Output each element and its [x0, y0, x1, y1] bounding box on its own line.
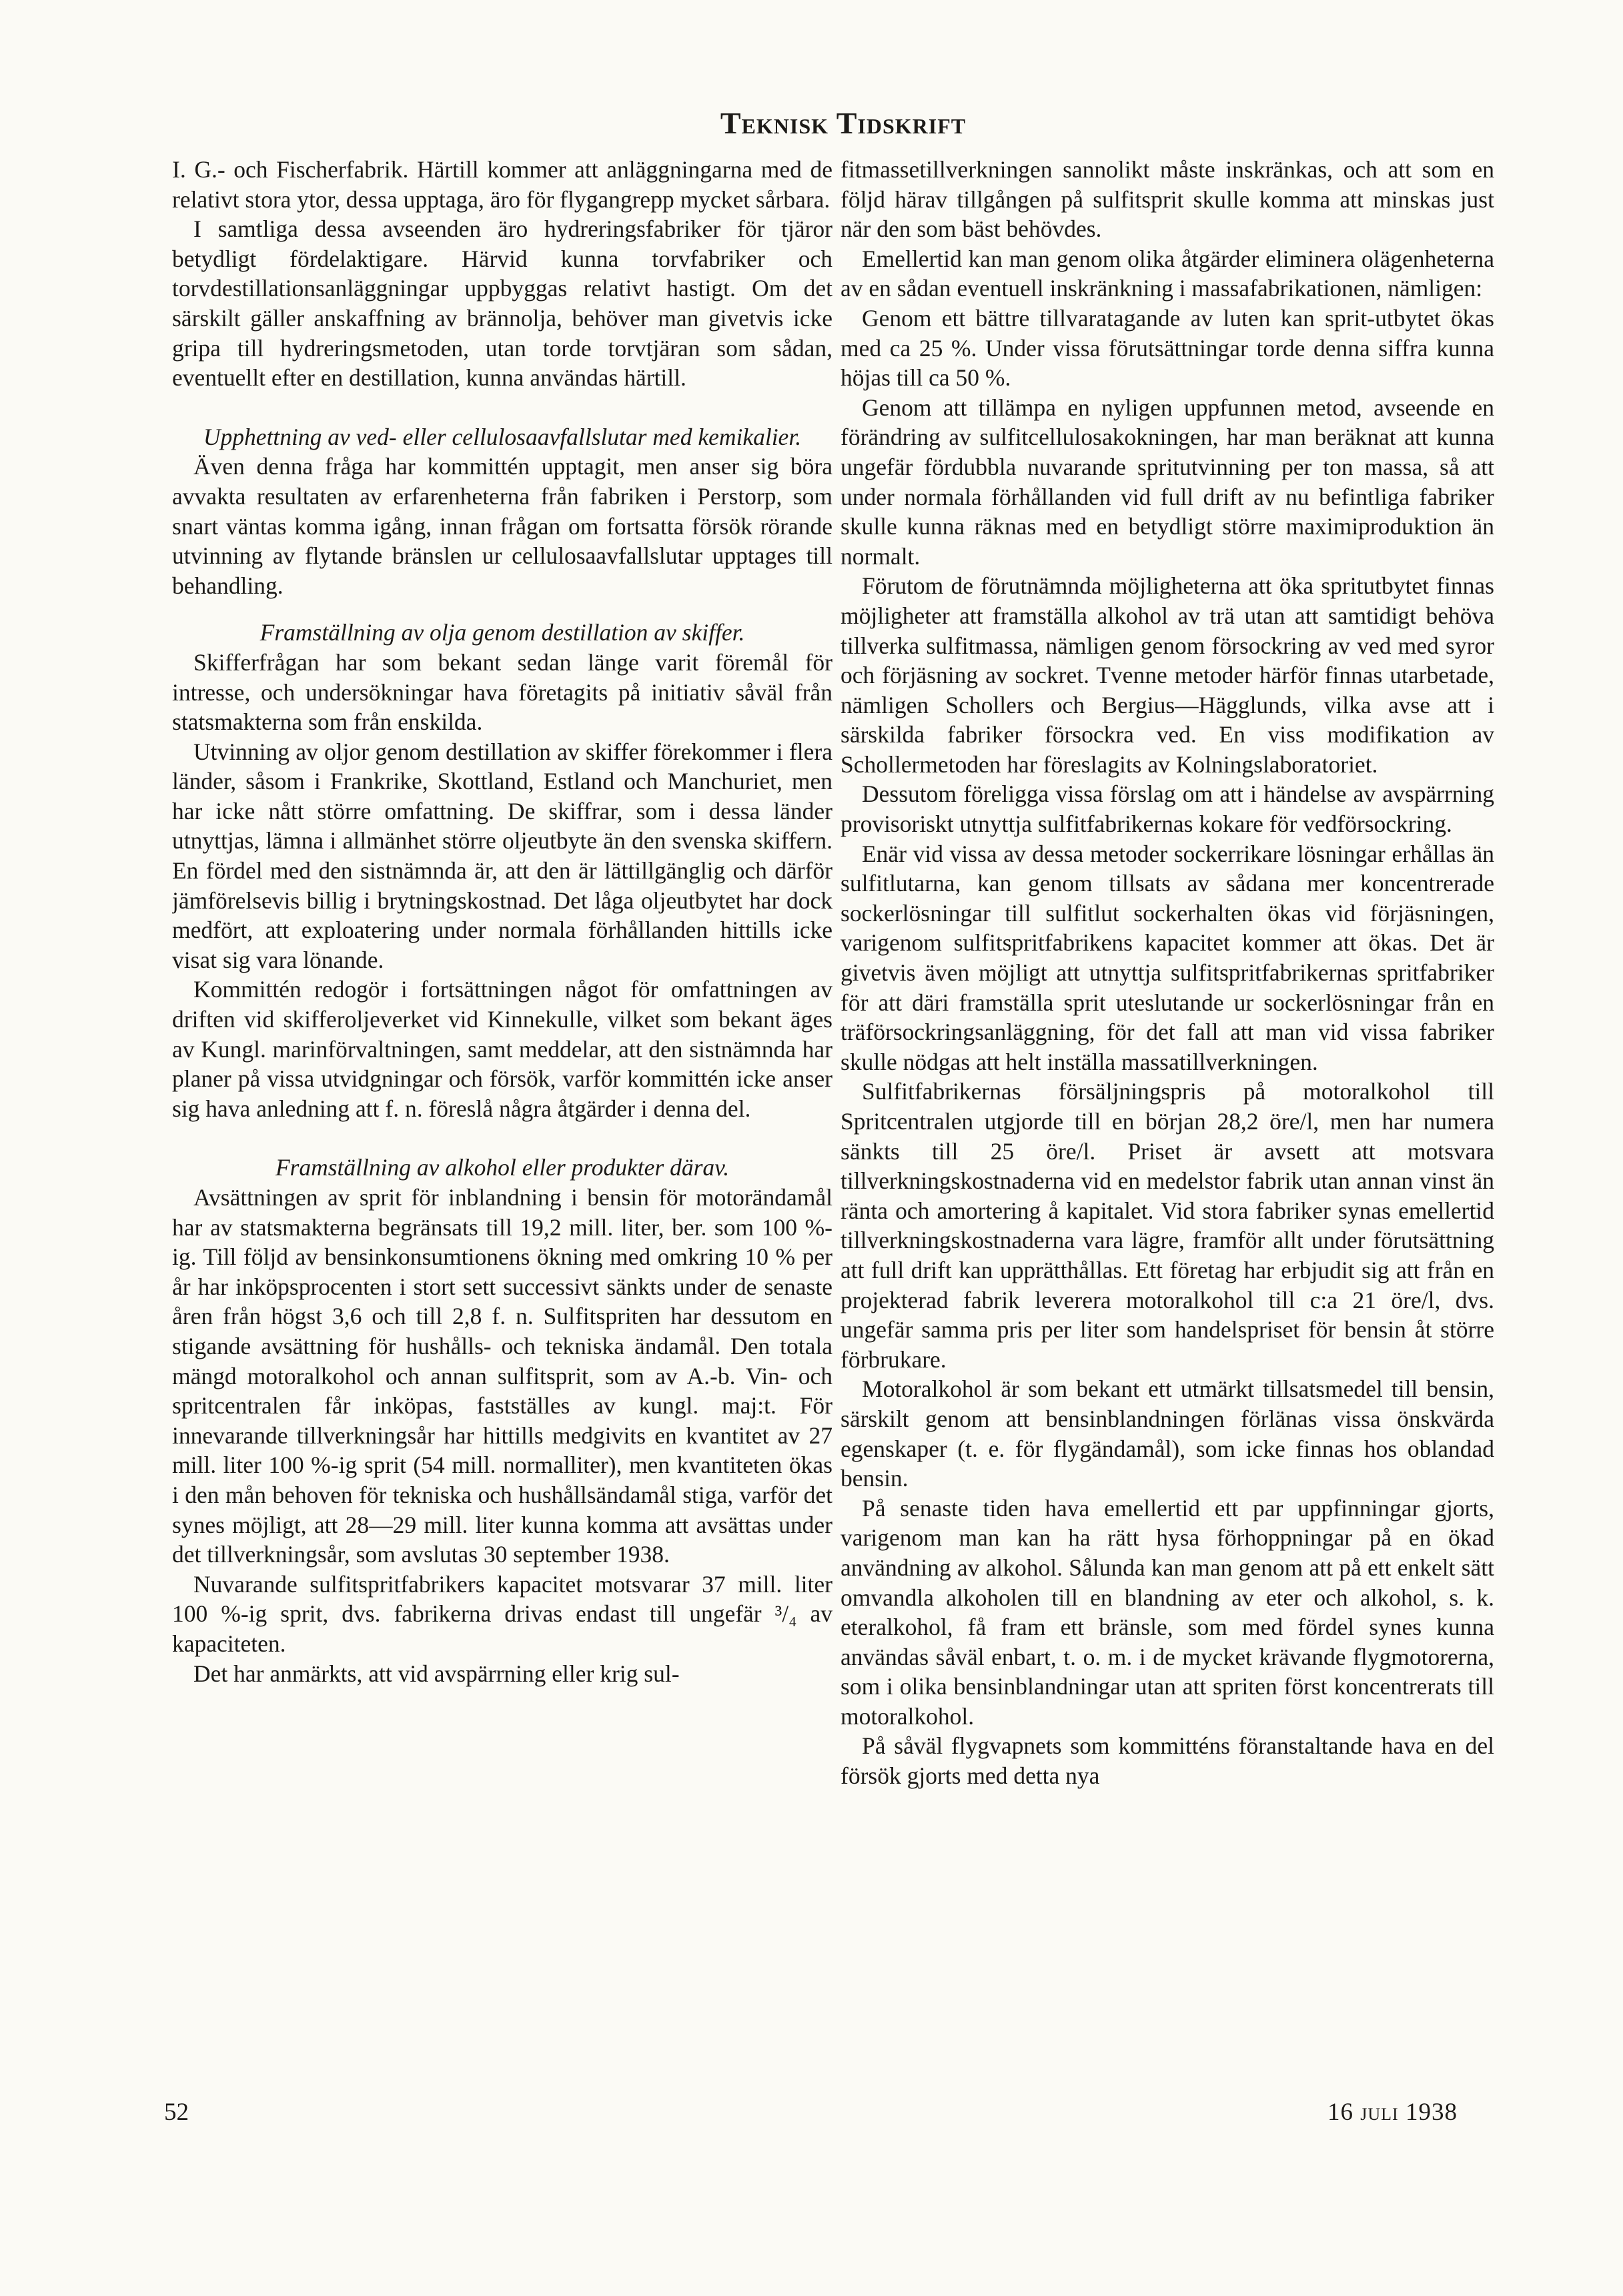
paragraph: Kommittén redogör i fortsättningen något för omfattningen av driften vid skifferoljeverket vid Kinnekulle, vilket som bekant äges av Kungl. marinförvaltningen, samt meddelar, att den sistnämnda har planer på vissa utvidgningar och försök, varför kommittén icke anser sig hava anledning att f. n. föreslå några åtgärder i denna del. — [172, 976, 833, 1122]
paragraph: Sulfitfabrikernas försäljningspris på motoralkohol till Spritcentralen utgjorde till en början 28,2 öre/l, men har numera sänkts till 25 öre/l. Priset är avsett att motsvara tillverkningskostnaderna vid en medelstor fabrik utan annan vinst än ränta och amortering å kapitalet. Vid stora fabriker synas emellertid tillverkningskostnaderna vara lägre, framför allt under förutsättning att full drift kan upprätthållas. Ett företag har erbjudit sig att från en projekterad fabrik leverera motoralkohol till c:a 21 öre/l, dvs. ungefär samma pris per liter som handelspriset för bensin åt större förbrukare. — [841, 1078, 1494, 1373]
paragraph: I samtliga dessa avseenden äro hydreringsfabriker för tjäror betydligt fördelaktigare. Härvid kunna torvfabriker och torvdestillationsanläggningar uppbyggas relativt hastigt. Om det särskilt gäller anskaffning av brännolja, behöver man givetvis icke gripa till hydreringsmetoden, utan torde torvtjäran som sådan, eventuellt efter en destillation, kunna användas härtill. — [172, 215, 833, 392]
paragraph: På senaste tiden hava emellertid ett par uppfinningar gjorts, varigenom man kan ha rätt hysa förhoppningar på en ökad användning av alkohol. Sålunda kan man genom att på ett enkelt sätt omvandla alkoholen till en blandning av eter och alkohol, s. k. eteralkohol, få fram ett bränsle, som med fördel synes kunna användas såväl enbart, t. o. m. i de mycket krävande flygmotorerna, som i olika bensinblandningar utan att spriten först koncentrerats till motoralkohol. — [841, 1494, 1494, 1730]
paragraph: Skifferfrågan har som bekant sedan länge varit föremål för intresse, och undersökningar hava företagits på initiativ såväl från statsmakterna som från enskilda. — [172, 648, 833, 736]
paragraph: Dessutom föreligga vissa förslag om att i händelse av avspärrning provisoriskt utnyttja sulfitfabrikernas kokare för vedförsockring. — [841, 780, 1494, 838]
right-column — [841, 155, 1494, 2103]
paragraph: I. G.- och Fischerfabrik. Härtill kommer att anläggningarna med de relativt stora ytor, dessa upptaga, äro för flygangrepp mycket sårbara. — [172, 156, 833, 213]
issue-date — [1327, 2098, 1458, 2127]
date-day: 16 — [1327, 2099, 1354, 2126]
paragraph: Utvinning av oljor genom destillation av skiffer förekommer i flera länder, såsom i Frankrike, Skottland, Estland och Manchuriet, men har icke nått större omfattning. De skiffrar, som i dessa länder utnyttjas, lämna i allmänhet större oljeutbyte än den svenska skiffern. En fördel med den sistnämnda är, att den är lättillgänglig och därför jämförelsevis billig i brytningskostnad. Det låga oljeutbytet har dock medfört, att exploatering under normala förhållanden hittills icke visat sig vara lönande. — [172, 738, 833, 973]
paragraph: Nuvarande sulfitspritfabrikers kapacitet motsvarar 37 mill. liter 100 %-ig sprit, dvs. fabrikerna drivas endast till ungefär ³/₄ av kapaciteten. — [172, 1570, 833, 1657]
left-column — [172, 155, 833, 2103]
paragraph: På såväl flygvapnets som kommitténs föranstaltande hava en del försök gjorts med detta nya — [841, 1732, 1494, 1790]
section-heading: Framställning av olja genom destillation av skiffer. — [259, 619, 745, 646]
date-year: 1938 — [1405, 2099, 1458, 2126]
paragraph: Emellertid kan man genom olika åtgärder eliminera olägenheterna av en sådan eventuell inskränkning i massafabrikationen, nämligen: — [841, 245, 1494, 302]
paragraph: Genom att tillämpa en nyligen uppfunnen metod, avseende en förändring av sulfitcellulosakokningen, har man beräknat att kunna ungefär fördubbla nuvarande spritutvinning per ton massa, så att under normala förhållanden vid full drift av nu befintliga fabriker skulle kunna räknas med en betydligt större maximiproduktion än normalt. — [841, 394, 1494, 570]
paragraph: Motoralkohol är som bekant ett utmärkt tillsatsmedel till bensin, särskilt genom att bensinblandningen förlänas vissa önskvärda egenskaper (t. e. för flygändamål), som icke finnas hos oblandad bensin. — [841, 1375, 1494, 1492]
paragraph: Genom ett bättre tillvaratagande av luten kan sprit-utbytet ökas med ca 25 %. Under vissa förutsättningar torde denna siffra kunna höjas till ca 50 %. — [841, 304, 1494, 392]
paragraph: Det har anmärkts, att vid avspärrning eller krig sul- — [193, 1660, 680, 1687]
paragraph: Enär vid vissa av dessa metoder sockerrikare lösningar erhållas än sulfitlutarna, kan genom tillsats av sådana mer koncentrerade sockerlösningar till sulfitlut sockerhalten ökas vid förjäsningen, varigenom sulfitspritfabrikens kapacitet kommer att ökas. Det är givetvis även möjligt att utnyttja sulfitspritfabrikernas spritfabriker för att däri framställa sprit uteslutande ur sockerlösningar från en träförsockringsanläggning, för det fall att man vid vissa fabriker skulle nödgas att helt inställa massatillverkningen. — [841, 840, 1494, 1075]
date-month: juli — [1360, 2099, 1399, 2126]
paragraph: Förutom de förutnämnda möjligheterna att öka spritutbytet finnas möjligheter att framställa alkohol av trä utan att samtidigt behöva tillverka sulfitmassa, nämligen genom försockring av ved med syror och förjäsning av sockret. Tvenne metoder härför finnas utarbetade, nämligen Schollers och Bergius—Hägglunds, vilka avse att i särskilda fabriker försockra ved. En viss modifikation av Schollermetoden har föreslagits av Kolningslaboratoriet. — [841, 572, 1494, 778]
journal-title: Teknisk Tidskrift — [720, 106, 967, 140]
paragraph: Även denna fråga har kommittén upptagit, men anser sig böra avvakta resultaten av erfarenheterna från fabriken i Perstorp, som snart väntas komma igång, innan frågan om fortsatta försök rörande utvinning av flytande bränslen ur cellulosaavfallslutar upptages till behandling. — [172, 453, 833, 599]
section-heading: Upphettning av ved- eller cellulosaavfallslutar med kemikalier. — [203, 423, 802, 450]
paragraph: fitmassetillverkningen sannolikt måste inskränkas, och att som en följd härav tillgången på sulfitsprit skulle komma att minskas just när den som bäst behövdes. — [841, 156, 1494, 243]
page-number: 52 — [164, 2099, 189, 2126]
section-heading: Framställning av alkohol eller produkter därav. — [275, 1154, 730, 1181]
paragraph: Avsättningen av sprit för inblandning i bensin för motorändamål har av statsmakterna begränsats till 19,2 mill. liter, ber. som 100 %-ig. Till följd av bensinkonsumtionens ökning med omkring 10 % per år har inköpsprocenten i stort sett successivt sänkts under de senaste åren från högst 3,6 och till 2,8 f. n. Sulfitspriten har dessutom en stigande avsättning för hushålls- och tekniska ändamål. Den totala mängd motoralkohol och annan sulfitsprit, som av A.-b. Vin- och spritcentralen får inköpas, fastställes av kungl. maj:t. För innevarande tillverkningsår har hittills medgivits en kvantitet av 27 mill. liter 100 %-ig sprit (54 mill. normalliter), men kvantiteten ökas i den mån behoven för tekniska och hushållsändamål stiga, varför det synes möjligt, att 28—29 mill. liter kunna komma att avsättas under det tillverkningsår, som avslutas 30 september 1938. — [172, 1184, 833, 1568]
